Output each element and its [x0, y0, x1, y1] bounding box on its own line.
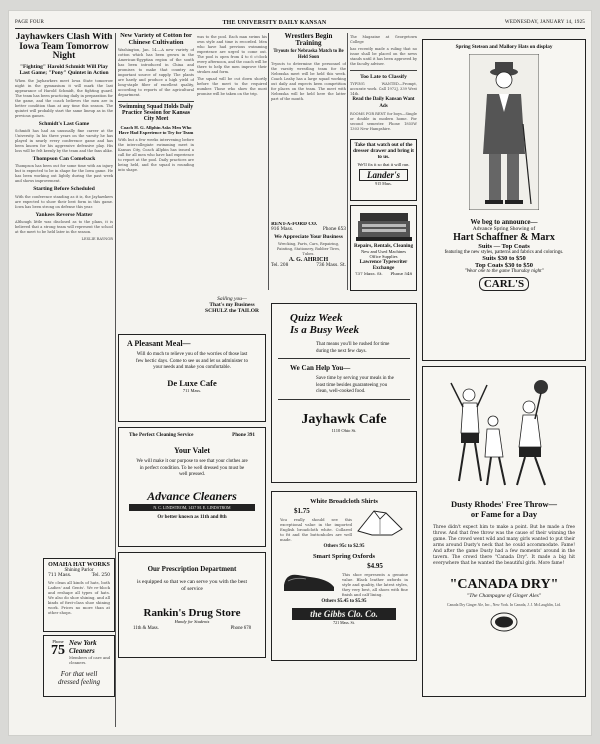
tw-title: Repairs, Rentals, Cleaning — [353, 243, 414, 249]
subhead-swimming: Coach H. G. Allphin Asks Men Who Have Had Experience to Try for Team — [118, 124, 194, 136]
tw-line2: New and Used Machines — [360, 249, 407, 254]
col3-body-1: was to the pool. Each man swims his own style and time is recorded. Men who have had previous swimming experience are urged to come out. The pool is open from 4 to 6 o'clock every afternoon, and the coach will be there to help the men improve their strokes and form. — [197, 35, 267, 74]
canada-title1: Dusty Rhodes' Free Throw— — [450, 499, 558, 509]
byline: LESLIE RAYNOR — [81, 236, 113, 241]
section-starting: Starting Before Scheduled — [33, 186, 95, 193]
clean-hours: Or better known as 11th and 8th — [157, 514, 227, 520]
quiz-text1: That means you'll be rushed for time during the next few days. — [316, 342, 390, 354]
oxfords-title: Smart Spring Oxfords — [312, 553, 376, 560]
issue-date: WEDNESDAY, JANUARY 14, 1925 — [504, 20, 585, 25]
hart-line2: Suits — Top Coats — [478, 243, 530, 250]
clean-phone: Phone 391 — [232, 432, 255, 438]
omaha-title: OMAHA HAT WORKS — [48, 562, 110, 568]
article-body-1: When the Jayhawkers meet Iowa State tomorrow night in the gymnasium it will mark the last appearance of Harold Schmidt, the fighting guard. The team has been practicing daily in preparation for the game, and the coach believes the men are in better condition than at any time this season. The quintet will probably start the same lineup as in the previous games. — [15, 78, 113, 118]
subhead-wrestlers: Tryouts for Nebraska Match to Be Held Soon — [273, 49, 344, 60]
cotton-body: Washington, Jan. 14.—A new variety of cotton which has been grown in the American-Egyptian region of the south has been introduced in China and promises to make that country an important source of supply. The plants are hardy and produce a high yield of long-staple fiber of excellent quality, according to reports of the agricultural department. — [118, 48, 194, 98]
column-3 — [197, 33, 267, 290]
ad-typewriter-exchange — [350, 205, 417, 291]
column-5 — [350, 33, 417, 135]
hart-line1: Advance Spring Showing of — [472, 226, 536, 232]
drug-name: Rankin's Drug Store — [143, 607, 241, 619]
hart-price1: Suits $30 to $50 — [482, 255, 526, 262]
masthead: THE UNIVERSITY DAILY KANSAN — [222, 19, 327, 26]
omaha-tel: Tel. 250 — [91, 573, 110, 578]
shirts-title: White Broadcloth Shirts — [310, 498, 378, 505]
canada-dry-logo: "CANADA DRY" — [449, 577, 559, 592]
read-daily: Read the Daily Kansan Want Ads — [352, 97, 415, 109]
magazine-text: has recently made a ruling that no issue shall be placed on the news stands until it has been approved by the faculty adviser. — [350, 47, 417, 66]
article-body-3: Thompson has been out for some time with an injury but is expected to be in shape for the Iowa game. He has been working out lightly during the past week and shows improvement. — [15, 164, 113, 184]
ad-rankins-drug-store — [118, 552, 266, 658]
quiz-help: We Can Help You— — [290, 364, 351, 372]
tw-line3: Office Supplies — [369, 254, 398, 259]
landers-logo: Lander's — [359, 169, 408, 181]
tw-addr: 737 Mass. St. — [355, 271, 383, 276]
article-body-2: Schmidt has had an unusually fine career at the University. In his three years on the varsity he has played in nearly every conference game and has been known for his aggressive defensive play. His loss will be felt keenly by the team and the fans alike. — [15, 129, 113, 153]
col3-body-2: The squad will be cut down shortly before the meet to the required number. Those who show the most promise will be taken on the trip. — [197, 77, 267, 96]
ad-landers-watch — [350, 139, 417, 201]
raf-title: RENT-A-FORD CO. — [271, 222, 318, 227]
page-header — [15, 17, 585, 29]
raf-tel: Tel. 208 — [271, 263, 289, 268]
oxfords-text: This shoe represents a genuine value. Black leather oxfords in style and quality, the latest styles, they very best, all shoes with fine finish and calf lining. — [342, 572, 408, 597]
tw-phone: Phone 548 — [390, 271, 412, 276]
ad-jayhawk-cafe — [271, 303, 417, 483]
headline-wrestlers: Wrestlers Begin Training — [284, 33, 333, 48]
man-in-suit-illustration — [469, 54, 539, 210]
oxford-shoe-icon — [280, 565, 338, 595]
meal-addr: 711 Mass. — [182, 387, 202, 393]
hart-line3: featuring the new styles, patterns and fabrics and colorings. — [444, 250, 564, 255]
ny-phone-label: Phone — [52, 639, 64, 644]
ny-tag2: dressed feeling — [58, 678, 100, 686]
raf-addr: 916 Mass. — [271, 227, 294, 232]
section-schmidt: Schmidt's Last Game — [38, 120, 90, 127]
ad-rent-a-ford — [271, 222, 346, 286]
hart-top: Spring Stetson and Mallory Hats on display — [455, 44, 553, 50]
tw-name: Lawrence Typewriter Exchange — [359, 259, 408, 271]
sailing-name: SCHULZ the TAILOR — [205, 308, 259, 314]
hart-announce: We beg to announce— — [470, 218, 538, 226]
quiz-title2: Is a Busy Week — [290, 324, 359, 336]
wrestlers-body: Tryouts to determine the personnel of the varsity wrestling team for the Nebraska meet will be held this week. Coach Leahy has a large squad working out daily and expects keen competition for places on the team. The meet with Nebraska will be held here the latter part of the month. — [271, 62, 346, 102]
hart-brand: Hart Schaffner & Marx — [453, 232, 555, 243]
ny-logo: New York Cleaners — [69, 639, 97, 655]
ad-omaha-hat-works — [43, 558, 115, 632]
swimming-body: With but a few weeks intervening before the intercollegiate swimming meet in Kansas City, Coach Allphin has issued a call for all men who have had experience to report at the pool. Daily practices are being held, and the squad is rounding into shape. — [118, 137, 194, 172]
ad-schulz-tailor — [197, 296, 267, 326]
carls-logo: CARL'S — [479, 277, 529, 291]
ad-new-york-cleaners — [43, 635, 115, 697]
page-number: PAGE FOUR — [15, 20, 44, 25]
section-yankees: Yankees Reverse Matter — [35, 211, 93, 218]
quiz-text2: Save time by serving your meals in the least time besides guaranteeing you clean, well-cooked food. — [316, 376, 394, 394]
omaha-sub: Shining Parlor — [64, 568, 94, 573]
ny-tag1: For that well — [60, 670, 98, 678]
gibbs-addr: 721 Mass. St. — [333, 620, 355, 625]
meal-title: A Pleasant Meal— — [127, 339, 191, 348]
shirts-price: $1.75 — [294, 507, 310, 515]
ny-phone-number: 75 — [51, 643, 65, 658]
headline-cotton: New Variety of Cotton for Chinese Cultivation — [120, 33, 192, 46]
quiz-addr: 1110 Ohio St. — [331, 427, 357, 433]
clean-title: The Perfect Cleaning Service — [129, 432, 194, 438]
canada-text: Three didn't expect him to make a point. But he made a free throw. And that free throw was the cause of their winning the game. The crowd went wild and many girls wanted to put their arms around Dusty's neck that he could accommodate. Fame! And after the game Dusty had a few moments' around in the tavern. The crowd there "Canada Dry". It made a big hit everywhere that he wanted the beautiful girls. More fame! — [433, 525, 575, 566]
ad-de-luxe-cafe — [118, 334, 266, 422]
raf-phone: Phone 653 — [322, 227, 346, 232]
basketball-players-illustration — [429, 373, 579, 491]
ad-canada-dry — [422, 366, 586, 697]
watch-title: Take that watch out of the dresser drawer and bring it to us. — [353, 142, 414, 160]
raf-slogan: We Appreciate Your Business — [274, 234, 343, 240]
magazine-body: The Magazine at Georgetown College — [350, 35, 417, 44]
ad-advance-cleaners — [118, 427, 266, 547]
ad-gibbs-clothing — [271, 491, 417, 661]
typewriter-icon — [354, 209, 414, 243]
drug-text: is equipped so that we can serve you with the best of service — [137, 579, 247, 592]
shirt-icon — [352, 507, 408, 537]
rooms-text: ROOMS FOR RENT for boys—Single or double in modern home. For second semester. Phone 1855W 1303 New Hampshire. — [350, 112, 417, 132]
raf-services: Wrecking, Parts, Cars, Repairing, Painting, Stationery, Rubber Tires, Tubes. — [276, 242, 341, 256]
advance-logo: Advance Cleaners — [147, 488, 237, 503]
meal-name: De Luxe Cafe — [167, 377, 217, 388]
canada-tag: "The Champagne of Ginger Ales" — [466, 593, 542, 599]
drug-tag: Handy for Students — [174, 619, 210, 624]
hart-wear: "Wear one to the game Thursday night" — [464, 269, 544, 274]
raf-addr2: 736 Mass. St. — [316, 263, 346, 268]
drug-addr: 11th & Mass. — [133, 626, 159, 631]
omaha-text: We clean all kinds of hats, both Ladies' and Gents'. We re-block and reshape all types of hats. We also do shoe shining, and all kinds of first-class shoe shining work. Prices no more than at other shops. — [48, 580, 110, 615]
subhead-schmidt: "Fighting" Harold Schmidt Will Play Last Game; "Pony" Quintet in Action — [19, 64, 109, 77]
article-body-4: With the conference standing as it is, the Jayhawkers are expected to show their best form in this game. Iowa has been strong on defense this year. — [15, 194, 113, 209]
meal-text: Will do much to relieve you of the worries of those last few hectic days. Come to see us and let us administer to your needs and make you comfortable. — [136, 352, 248, 370]
classify-title: Too Late to Classify — [360, 74, 407, 80]
newspaper-page — [8, 10, 592, 736]
canada-title2: or Fame for a Day — [470, 509, 538, 519]
quiz-name: Jayhawk Cafe — [301, 411, 387, 427]
watch-addr: 915 Mass. — [375, 181, 392, 186]
shirts-others: Others 95c to $2.95 — [323, 544, 365, 549]
article-body-5: Although little was disclosed as to the plans, it is believed that a strong team will represent the school at the meet to be held later in the season. — [15, 219, 113, 234]
raf-name: A. G. AHRICH — [288, 257, 329, 263]
shirts-text: You really should see this exceptional value in the imported English broadcloth white. Collared to fit and the buttonholes are well made. — [280, 517, 352, 542]
sailing-line2: That's my Business — [209, 302, 255, 308]
sailing-line1: Sailing you— — [217, 296, 247, 302]
clean-text: We will make it our purpose to see that your clothes are in perfect condition. To be well dressed you must be well pressed. — [136, 459, 248, 477]
column-4 — [271, 33, 346, 215]
drug-title: Our Prescription Department — [147, 565, 237, 573]
oxfords-others: Others $5.45 to $5.95 — [321, 599, 367, 604]
clean-names: N. C. LINDSTROM, 1437 M. E. LINDSTROM — [129, 504, 255, 511]
headline-swimming: Swimming Squad Holds Daily Practice Session for Kansas City Meet — [118, 104, 194, 123]
ny-text: Members of care and cleaners. — [69, 655, 111, 665]
column-2 — [118, 33, 194, 290]
watch-sub: We'll fix it so that it will run. — [357, 162, 410, 167]
ad-carls-hart-schaffner — [422, 39, 586, 361]
canada-dry-seal-icon — [489, 611, 519, 633]
clean-valet: Your Valet — [173, 446, 211, 455]
drug-phone: Phone 678 — [230, 626, 251, 631]
oxfords-price: $4.95 — [367, 562, 383, 570]
omaha-addr: 711 Mass. — [48, 573, 72, 578]
classify-text: TYPING WANTED—Prompt, accurate work. Call 1972J, 339 West 14th. — [350, 82, 417, 97]
gibbs-logo: the Gibbs Clo. Co. — [292, 608, 396, 620]
hart-price2: Top Coats $30 to $50 — [475, 262, 533, 269]
canada-foot: Canada Dry Ginger Ale, Inc., New York. In Canada, J. J. McLaughlin, Ltd. — [447, 603, 561, 607]
quiz-title1: Quizz Week — [290, 312, 343, 324]
headline-jayhawkers: Jayhawkers Clash With Iowa Team Tomorrow Night — [15, 33, 113, 62]
section-thompson: Thompson Can Comeback — [32, 156, 96, 162]
